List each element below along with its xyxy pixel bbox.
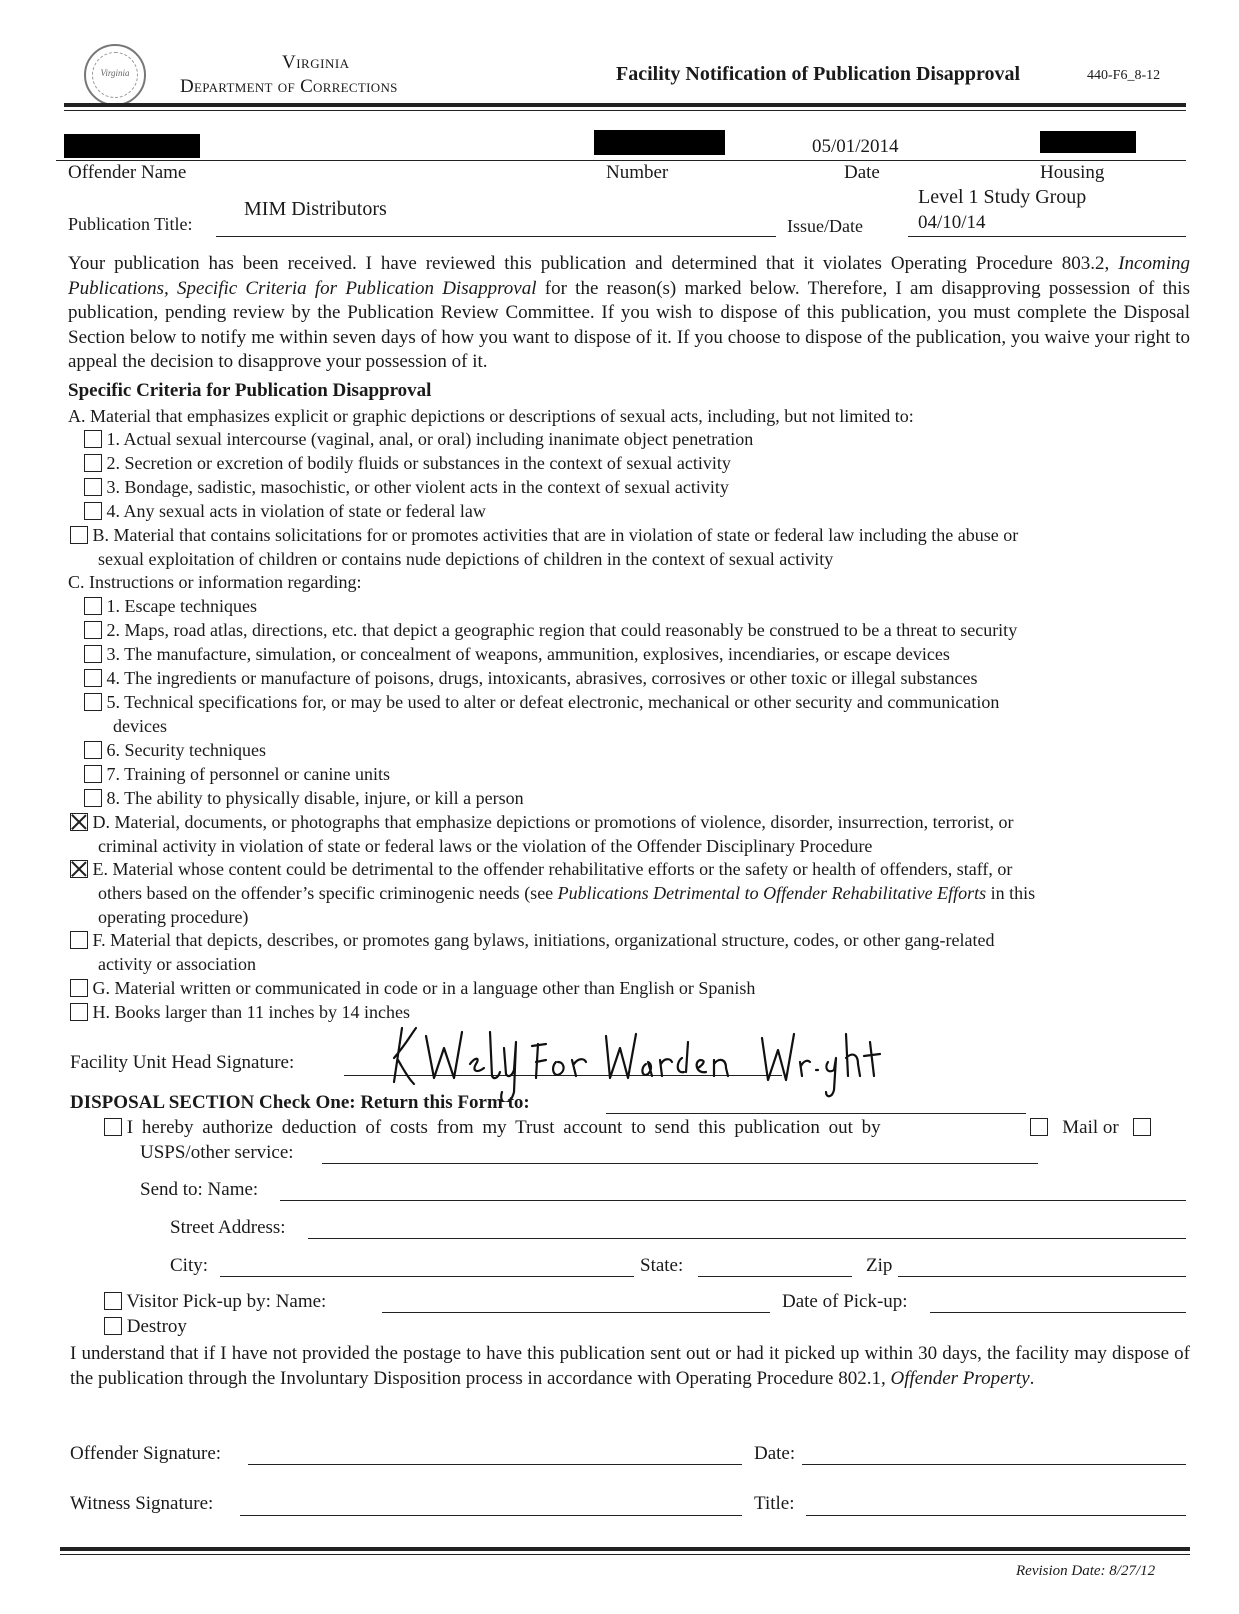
checkbox-b[interactable] [70,526,88,544]
redacted-number [594,130,725,155]
intro-paragraph [68,252,1190,375]
criterion-a4-label: 4. Any sexual acts in violation of state or federal law [106,501,486,521]
criterion-c2[interactable] [84,619,1017,643]
destroy-label: Destroy [126,1316,187,1337]
criterion-c4-label: 4. The ingredients or manufacture of poisons, drugs, intoxicants, abrasives, corrosives or other toxic or illegal substances [106,668,978,688]
criterion-a1[interactable] [84,428,753,452]
criterion-d-line2: criminal activity in violation of state or federal laws or the violation of the Offender Disciplinary Procedure [98,836,873,856]
intro-text-1: Your publication has been received. I have reviewed this publication and determined that it violates Operating Procedure 803.2, [68,253,1119,274]
top-fields-line [56,160,1186,161]
date-value: 05/01/2014 [812,136,899,157]
footer-rule-thin [60,1554,1190,1555]
issue-value-line1: Level 1 Study Group [918,186,1087,208]
criterion-c6[interactable] [84,739,266,763]
date-label: Date [844,162,880,183]
usps-label: USPS/other service: [140,1142,294,1163]
criterion-c5-label: 5. Technical specifications for, or may be used to alter or defeat electronic, mechanical or other security and communication [106,692,1000,712]
seal-text: Virginia [100,68,130,78]
issue-date-label: Issue/Date [787,216,863,236]
publication-title-label: Publication Title: [68,214,193,234]
offender-signature-line[interactable] [248,1464,742,1465]
criterion-e-line2 [98,882,1035,906]
state-label: State: [640,1255,684,1276]
city-line[interactable] [220,1276,634,1277]
visitor-pickup-option[interactable] [104,1291,326,1313]
send-to-name-label: Send to: Name: [140,1179,259,1200]
form-title: Facility Notification of Publication Disapproval [616,63,1021,85]
handwritten-signature [380,1012,920,1102]
header-rule-thin [64,110,1186,111]
criterion-c3-label: 3. The manufacture, simulation, or concealment of weapons, ammunition, explosives, incendiaries, or escape devices [106,644,950,664]
redacted-housing [1040,131,1136,153]
offender-date-line[interactable] [802,1464,1186,1465]
checkbox-h[interactable] [70,1003,88,1021]
handwritten-signature-text [430,1070,441,1071]
criterion-c7[interactable] [84,763,390,787]
witness-title-line[interactable] [806,1515,1186,1516]
housing-label: Housing [1040,162,1105,183]
criterion-c5[interactable] [84,691,999,715]
criterion-f[interactable] [70,929,994,953]
criterion-c5-line2: devices [113,716,167,736]
checkbox-a2[interactable] [84,454,102,472]
criterion-e-line3: operating procedure) [98,907,249,927]
checkbox-c8[interactable] [84,789,102,807]
criterion-e-line2-italic: Publications Detrimental to Offender Rehabilitative Efforts [557,883,987,903]
criterion-c8[interactable] [84,787,524,811]
criterion-a3-label: 3. Bondage, sadistic, masochistic, or other violent acts in the context of sexual activity [106,477,729,497]
criterion-b[interactable] [70,524,1018,548]
street-address-label: Street Address: [170,1217,286,1238]
witness-signature-line[interactable] [240,1515,742,1516]
checkbox-visitor-pickup[interactable] [104,1292,122,1310]
destroy-option[interactable] [104,1316,187,1338]
criterion-c1[interactable] [84,595,257,619]
footer-rule-thick [60,1547,1190,1551]
redacted-offender-name [64,134,200,158]
issue-value-line2: 04/10/14 [918,212,986,233]
checkbox-authorize[interactable] [104,1118,122,1136]
state-line[interactable] [698,1276,852,1277]
checkbox-a3[interactable] [84,478,102,496]
agency-line-1: Virginia [282,52,350,73]
criterion-c2-label: 2. Maps, road atlas, directions, etc. that depict a geographic region that could reasonably be construed to be a threat to security [106,620,1018,640]
understand-paragraph [70,1342,1190,1391]
offender-name-label: Offender Name [68,162,187,183]
publication-title-value: MIM Distributors [244,198,387,220]
revision-date: Revision Date: 8/27/12 [1016,1563,1156,1579]
understand-text-1: I understand that if I have not provided the postage to have this publication sent out or had it picked up within 30 days, the facility may dispose of the publication through the Involuntary Disposition process in accordance with Operating Procedure 802.1, [70,1343,1190,1389]
visitor-name-line[interactable] [382,1312,770,1313]
agency-line-2: Department of Corrections [180,76,398,97]
criterion-d[interactable] [70,811,1014,835]
visitor-pickup-label: Visitor Pick-up by: Name: [126,1291,327,1312]
checkbox-a1[interactable] [84,430,102,448]
offender-signature-label: Offender Signature: [70,1443,222,1464]
criterion-c6-label: 6. Security techniques [106,740,266,760]
criterion-e-line2-text: others based on the offender’s specific criminogenic needs (see [98,883,558,903]
criteria-heading: Specific Criteria for Publication Disapproval [68,380,432,401]
intro-text-2: for the reason(s) marked below. Therefore, I am disapproving possession of this publication, pending review by the Publication Review Committee. If you wish to dispose of this publication, you must complete the Disposal Section below to notify me within seven days of how you want to dispose of it. If you choose to dispose of the publication, you waive your right to appeal the decision to disapprove your possession of it. [68,277,1190,372]
checkbox-c4[interactable] [84,669,102,687]
disposal-heading: DISPOSAL SECTION Check One: Return this Form to: [70,1092,530,1113]
criterion-c3[interactable] [84,643,950,667]
checkbox-c6[interactable] [84,741,102,759]
publication-title-line [216,236,776,237]
understand-text-2: . [1029,1367,1035,1389]
criterion-b-line2: sexual exploitation of children or contains nude depictions of children in the context of sexual activity [98,549,834,569]
criterion-e[interactable] [70,858,1012,882]
criterion-g[interactable] [70,977,755,1001]
criterion-c1-label: 1. Escape techniques [106,596,257,616]
criterion-f-label: F. Material that depicts, describes, or promotes gang bylaws, initiations, organizational structure, codes, or other gang-related [92,930,995,950]
checkbox-c1[interactable] [84,597,102,615]
criterion-b-label: B. Material that contains solicitations for or promotes activities that are in violation of state or federal law including the abuse or [92,525,1019,545]
criterion-g-label: G. Material written or communicated in code or in a language other than English or Spanish [92,978,756,998]
understand-italic: Offender Property [890,1367,1030,1389]
checkbox-destroy[interactable] [104,1317,122,1335]
criterion-e-line2-end: in this [986,883,1036,903]
street-address-line[interactable] [308,1238,1186,1239]
criterion-f-line2: activity or association [98,954,256,974]
witness-signature-label: Witness Signature: [70,1493,214,1514]
facility-signature-label: Facility Unit Head Signature: [70,1052,295,1073]
issue-date-line [908,236,1186,237]
header-rule-thick [64,103,1186,107]
criterion-a1-label: 1. Actual sexual intercourse (vaginal, anal, or oral) including inanimate object penetration [106,429,754,449]
criterion-a2-label: 2. Secretion or excretion of bodily fluids or substances in the context of sexual activity [106,453,731,473]
checkbox-c2[interactable] [84,621,102,639]
criterion-a3[interactable] [84,476,729,500]
usps-line [322,1163,1038,1164]
offender-date-label: Date: [754,1443,796,1464]
witness-title-label: Title: [754,1493,795,1514]
checkbox-g[interactable] [70,979,88,997]
criteria-a-heading: A. Material that emphasizes explicit or graphic depictions or descriptions of sexual acts, including, but not limited to: [68,406,914,426]
criterion-h[interactable] [70,1001,410,1025]
authorize-option[interactable] [104,1117,881,1139]
criterion-a4[interactable] [84,500,486,524]
criterion-c8-label: 8. The ability to physically disable, injure, or kill a person [106,788,524,808]
checkbox-a4[interactable] [84,502,102,520]
send-to-name-line[interactable] [280,1200,1186,1201]
checkbox-mail[interactable] [1030,1118,1048,1136]
intro-italic: Incoming Publications, Specific Criteria for Publication Disapproval [68,253,1190,299]
number-label: Number [606,162,669,183]
date-pickup-label: Date of Pick-up: [782,1291,908,1312]
criteria-c-heading: C. Instructions or information regarding: [68,572,362,592]
checkbox-e-checked[interactable] [70,860,88,878]
checkbox-f[interactable] [70,931,88,949]
date-pickup-line[interactable] [930,1312,1186,1313]
criterion-c7-label: 7. Training of personnel or canine units [106,764,390,784]
checkbox-c5[interactable] [84,693,102,711]
checkbox-c7[interactable] [84,765,102,783]
criterion-e-label: E. Material whose content could be detrimental to the offender rehabilitative efforts or the safety or health of offenders, staff, or [92,859,1013,879]
criterion-a2[interactable] [84,452,731,476]
mail-option[interactable] [1030,1117,1151,1139]
city-label: City: [170,1255,209,1276]
return-form-line [606,1113,1026,1114]
checkbox-usps[interactable] [1133,1118,1151,1136]
zip-line[interactable] [898,1276,1186,1277]
zip-label: Zip [866,1255,893,1276]
criterion-d-label: D. Material, documents, or photographs that emphasize depictions or promotions of violence, disorder, insurrection, terrorist, or [92,812,1014,832]
form-number: 440-F6_8-12 [1087,68,1161,83]
criterion-h-label: H. Books larger than 11 inches by 14 inches [92,1002,410,1022]
mail-label: Mail or [1062,1117,1119,1138]
authorize-label: I hereby authorize deduction of costs from my Trust account to send this publication out by [126,1117,881,1138]
checkbox-d-checked[interactable] [70,813,88,831]
dept-seal [84,44,146,106]
criterion-c4[interactable] [84,667,977,691]
checkbox-c3[interactable] [84,645,102,663]
